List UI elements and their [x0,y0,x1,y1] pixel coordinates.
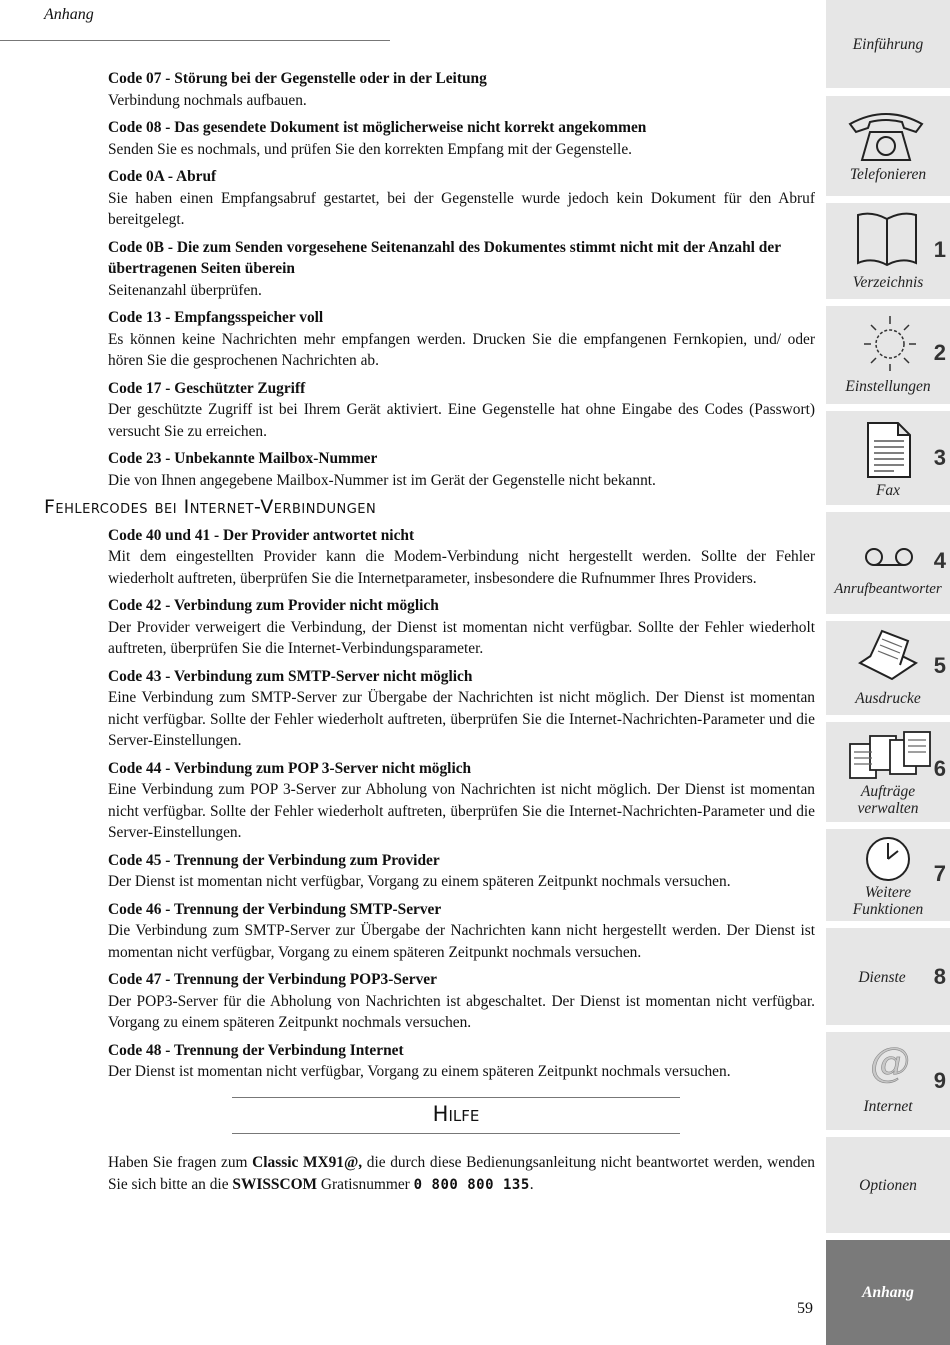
tab-weitere-funktionen[interactable] [826,829,950,921]
error-code-description: Mit dem eingestellten Provider kann die Modem-Verbindung nicht hergestellt werden. Sollte der Fehler wiederholt auftreten, überprüfen Sie die Internetparameter, insbesondere die Rufnummer Ihres Providers. [108,548,815,587]
error-code-title: Code 48 - Trennung der Verbindung Internet [108,1041,404,1059]
page-number: 59 [797,1300,813,1317]
error-code-entry [108,166,815,231]
error-code-description: Die Verbindung zum SMTP-Server zur Übergabe der Nachrichten kann nicht hergestellt werden. Der Dienst ist momentan nicht verfügbar, Vorgang zu einem späteren Zeitpunkt nochmals versuchen. [108,922,815,961]
error-code-description: Der Dienst ist momentan nicht verfügbar, Vorgang zu einem späteren Zeitpunkt nochmals versuchen. [108,1063,731,1080]
error-code-title: Code 47 - Trennung der Verbindung POP3-Server [108,971,437,988]
help-text: Haben Sie fragen zum [108,1154,253,1171]
tab-number: 9 [933,1068,946,1093]
section-heading-help: Hilfe [432,1101,480,1126]
tab-number: 5 [933,653,946,678]
error-code-title: Code 23 - Unbekannte Mailbox-Nummer [108,450,378,467]
tab-number: 3 [933,445,946,470]
tab-number: 7 [933,861,946,886]
tab-number: 1 [933,237,946,262]
error-code-title: Code 17 - Geschützter Zugriff [108,379,306,397]
main-content [44,68,816,1196]
section-heading-internet-errors: Fehlercodes bei Internet-Verbindungen [44,496,377,518]
running-header: Anhang [44,6,94,23]
tab-label: Telefonieren [849,166,927,183]
telephone-icon [846,108,926,164]
error-code-description: Die von Ihnen angegebene Mailbox-Nummer ist im Gerät der Gegenstelle nicht bekannt. [108,471,656,489]
tab-number: 2 [933,340,946,365]
error-code-entry [108,307,815,372]
tab-optionen[interactable] [826,1137,950,1233]
help-text: . [529,1175,534,1193]
clock-icon [864,835,912,883]
error-code-title: Code 13 - Empfangsspeicher voll [108,309,324,326]
error-code-title: Code 0A - Abruf [108,168,217,185]
error-code-description: Sie haben einen Empfangsabruf gestartet, bei der Gegenstelle wurde jedoch kein Dokument für den Abruf bereitgelegt. [108,189,815,228]
help-heading-block [232,1097,680,1135]
error-code-description: Der Provider verweigert die Verbindung, der Dienst ist momentan nicht verfügbar. Sollte der Fehler wiederholt auftreten, überprüfen Sie die Internet-Verbindungsparameter. [108,618,815,657]
tab-anhang-active[interactable] [826,1240,950,1345]
tab-label: Anrufbeantworter [834,581,942,597]
error-code-title: Code 42 - Verbindung zum Provider nicht möglich [108,597,439,614]
svg-text:@: @ [870,1040,910,1084]
help-rule-bottom [232,1133,680,1134]
error-code-entry [108,758,815,844]
error-code-description: Eine Verbindung zum SMTP-Server zur Übergabe der Nachrichten ist nicht möglich. Der Dienst ist momentan nicht verfügbar. Sollte der Fehler wiederholt auftreten, überprüfen Sie die Internet-Nachrichten-Parameter und die Server-Einstellungen. [108,689,815,749]
cassette-icon [862,546,916,568]
error-code-entry [108,595,815,660]
error-code-title: Code 0B - Die zum Senden vorgesehene Seitenanzahl des Dokumentes stimmt nicht mit der Anzahl der übertragenen Seiten überein [108,238,781,277]
hotline-number: 0 800 800 135 [413,1176,530,1193]
tab-auftraege-verwalten[interactable] [826,722,950,822]
tab-verzeichnis[interactable] [826,203,950,299]
error-code-entry [108,117,815,160]
tab-label: Verzeichnis [852,274,924,291]
product-name: Classic MX91@, [252,1154,363,1171]
tab-dienste[interactable] [826,928,950,1025]
printer-icon [856,627,920,683]
company-name: SWISSCOM [232,1175,318,1193]
error-code-description: Es können keine Nachrichten mehr empfangen werden. Drucken Sie die empfangenen Fernkopien, und/ oder hören Sie die gesprochenen Nachrichten ab. [108,330,815,369]
tab-label: Fax [875,482,901,499]
error-code-title: Code 08 - Das gesendete Dokument ist möglicherweise nicht korrekt angekommen [108,119,647,136]
tab-fax[interactable] [826,411,950,505]
tab-label: Einstellungen [845,378,931,395]
sun-icon [862,314,918,372]
help-text: Gratisnummer [317,1175,414,1193]
tab-label: Aufträge verwalten [857,783,919,817]
error-code-title: Code 07 - Störung bei der Gegenstelle oder in der Leitung [108,70,487,87]
error-code-entry [108,850,815,893]
error-code-title: Code 43 - Verbindung zum SMTP-Server nicht möglich [108,667,473,685]
help-text: die durch diese Bedienungsanleitung nicht beantwortet werden, wenden Sie sich bitte an die [108,1154,816,1193]
error-code-description: Verbindung nochmals aufbauen. [108,91,307,109]
error-code-entry [108,68,815,111]
at-sign-icon [868,1040,912,1084]
error-code-title: Code 44 - Verbindung zum POP 3-Server nicht möglich [108,759,472,777]
tab-internet[interactable] [826,1032,950,1130]
error-code-title: Code 45 - Trennung der Verbindung zum Provider [108,851,440,869]
documents-stack-icon [848,730,932,780]
tab-label: Einführung [852,36,924,53]
error-code-entry [108,969,815,1034]
tab-label: Weitere Funktionen [852,884,924,918]
tab-einstellungen[interactable] [826,306,950,404]
tab-label: Internet [863,1098,913,1115]
error-code-title: Code 46 - Trennung der Verbindung SMTP-Server [108,900,442,918]
tab-number: 8 [933,964,946,989]
tab-label: Dienste [858,969,906,986]
error-code-entry [108,237,815,302]
error-code-title: Code 40 und 41 - Der Provider antwortet nicht [108,526,415,544]
error-code-description: Seitenanzahl überprüfen. [108,281,262,299]
tab-label: Anhang [862,1284,914,1301]
tab-number: 6 [933,756,946,781]
chapter-sidebar [826,0,950,1345]
error-code-list-internet [108,525,815,1083]
help-paragraph [108,1152,815,1196]
error-code-list-fax [108,68,815,491]
error-code-description: Der POP3-Server für die Abholung von Nachrichten ist abgeschaltet. Der Dienst ist momentan nicht verfügbar. Vorgang zu einem späteren Zeitpunkt nochmals versuchen. [108,992,815,1031]
error-code-description: Der geschützte Zugriff ist bei Ihrem Gerät aktiviert. Eine Gegenstelle hat ohne Eingabe des Codes (Passwort) versucht Sie zu erreichen. [108,401,815,440]
tab-einfuehrung[interactable] [826,0,950,88]
error-code-entry [108,525,815,590]
tab-number: 4 [933,548,946,573]
error-code-description: Senden Sie es nochmals, und prüfen Sie den korrekten Empfang mit der Gegenstelle. [108,140,632,158]
error-code-entry [108,899,815,964]
tab-label: Ausdrucke [855,690,921,707]
tab-telefonieren[interactable] [826,96,950,196]
tab-ausdrucke[interactable] [826,621,950,715]
error-code-description: Eine Verbindung zum POP 3-Server zur Abholung von Nachrichten ist nicht möglich. Der Dienst ist momentan nicht verfügbar. Sollte der Fehler wiederholt auftreten, überprüfen Sie die Internet-Nachrichten-Parameter und die Server-Einstellungen. [108,781,815,841]
error-code-entry [108,448,815,491]
tab-anrufbeantworter[interactable] [826,512,950,614]
tab-label: Optionen [859,1177,917,1194]
book-icon [856,211,918,267]
header-rule [0,40,390,41]
error-code-entry [108,378,815,443]
error-code-description: Der Dienst ist momentan nicht verfügbar, Vorgang zu einem späteren Zeitpunkt nochmals versuchen. [108,873,731,890]
document-icon [864,421,914,479]
error-code-entry [108,666,815,752]
error-code-entry [108,1040,815,1083]
